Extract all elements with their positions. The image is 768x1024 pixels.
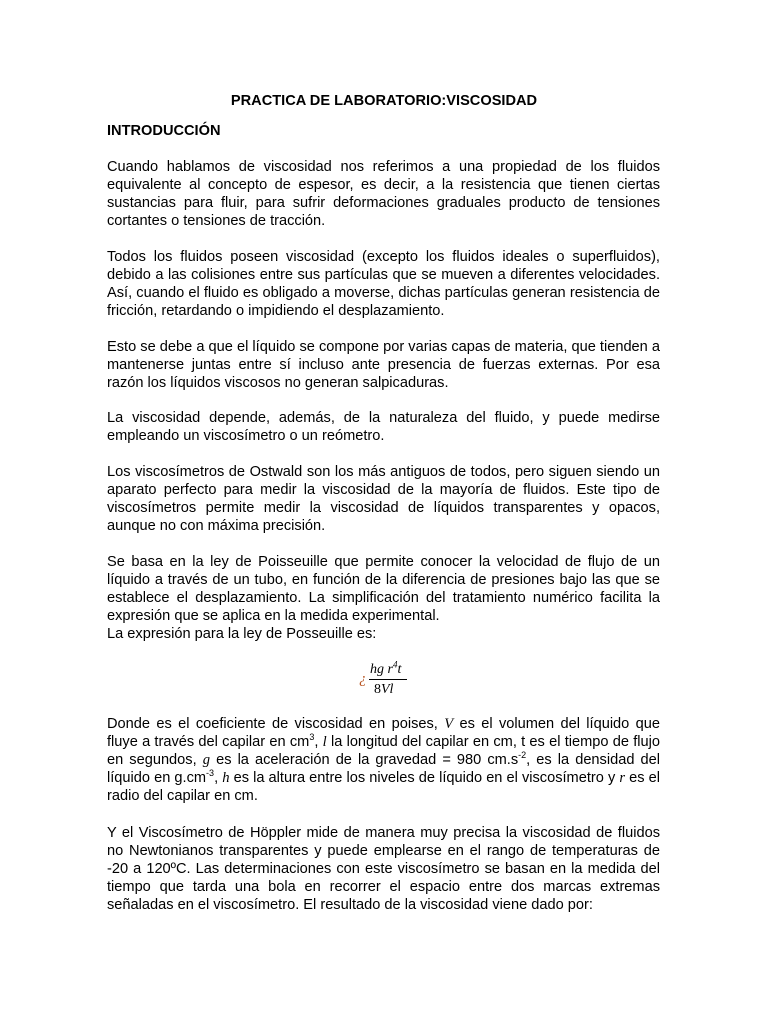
paragraph-1: Cuando hablamos de viscosidad nos referimos a una propiedad de los fluidos equivalente al concepto de espesor, es decir, a la resistencia que tienen ciertas sustancias para fluir, para sufrir deformaciones graduales producto de tensiones cortantes o tensiones de tracción.	[107, 159, 660, 229]
formula-numerator: hg $r^4t$	[370, 659, 402, 677]
formula-lead: ¿	[359, 671, 367, 687]
paragraph-2: Todos los fluidos poseen viscosidad (excepto los fluidos ideales o superfluidos), debido a las colisiones entre sus partículas que se mueven a diferentes velocidades. Así, cuando el fluido es obligado a moverse, dichas partículas generan resistencia de fricción, retardando o impidiendo el desplazamiento.	[107, 249, 660, 319]
paragraph-7: La expresión para la ley de Posseuille es:	[107, 626, 377, 642]
section-heading: INTRODUCCIÓN	[107, 123, 221, 139]
formula-fraction-bar	[369, 679, 407, 680]
paragraph-5: Los viscosímetros de Ostwald son los más antiguos de todos, pero siguen siendo un aparato perfecto para medir la viscosidad de la mayoría de fluidos. Este tipo de viscosímetros permite medir la viscosidad de líquidos transparentes y opacos, aunque no con máxima precisión.	[107, 464, 660, 534]
poiseuille-formula	[340, 660, 430, 700]
paragraph-6: Se basa en la ley de Poisseuille que permite conocer la velocidad de flujo de un líquido a través de un tubo, en función de la diferencia de presiones bajo las que se establece el desplazamiento. La simplificación del tratamiento numérico facilita la expresión que se aplica en la medida experimental.	[107, 554, 660, 624]
paragraph-4: La viscosidad depende, además, de la naturaleza del fluido, y puede medirse empleando un viscosímetro o un reómetro.	[107, 410, 660, 444]
paragraph-8: Y el Viscosímetro de Höppler mide de manera muy precisa la viscosidad de fluidos no Newtonianos transparentes y puede emplearse en el rango de temperaturas de -20 a 120ºC. Las determinaciones con este viscosímetro se basan en la medida del tiempo que tarda una bola en recorrer el espacio entre dos marcas extremas señaladas en el viscosímetro. El resultado de la viscosidad viene dado por:	[107, 825, 660, 913]
paragraph-definitions: Donde es el coeficiente de viscosidad en poises, V es el volumen del líquido que fluye a través del capilar en $cm^3$, l la longitud del capilar en cm, t es el tiempo de flujo en segundos, g es la aceleración de la gravedad = 980 $cm.s^{-2}$, es la densidad del líquido en $g.cm^{-3}$, h es la altura entre los niveles de líquido en el viscosímetro y r es el radio del capilar en cm.	[107, 716, 661, 804]
formula-denominator: 8Vl	[374, 682, 394, 697]
page-title: PRACTICA DE LABORATORIO:VISCOSIDAD	[230, 93, 538, 109]
paragraph-3: Esto se debe a que el líquido se compone por varias capas de materia, que tienden a mantenerse juntas entre sí incluso ante presencia de fuerzas externas. Por esa razón los líquidos viscosos no generan salpicaduras.	[107, 339, 660, 391]
